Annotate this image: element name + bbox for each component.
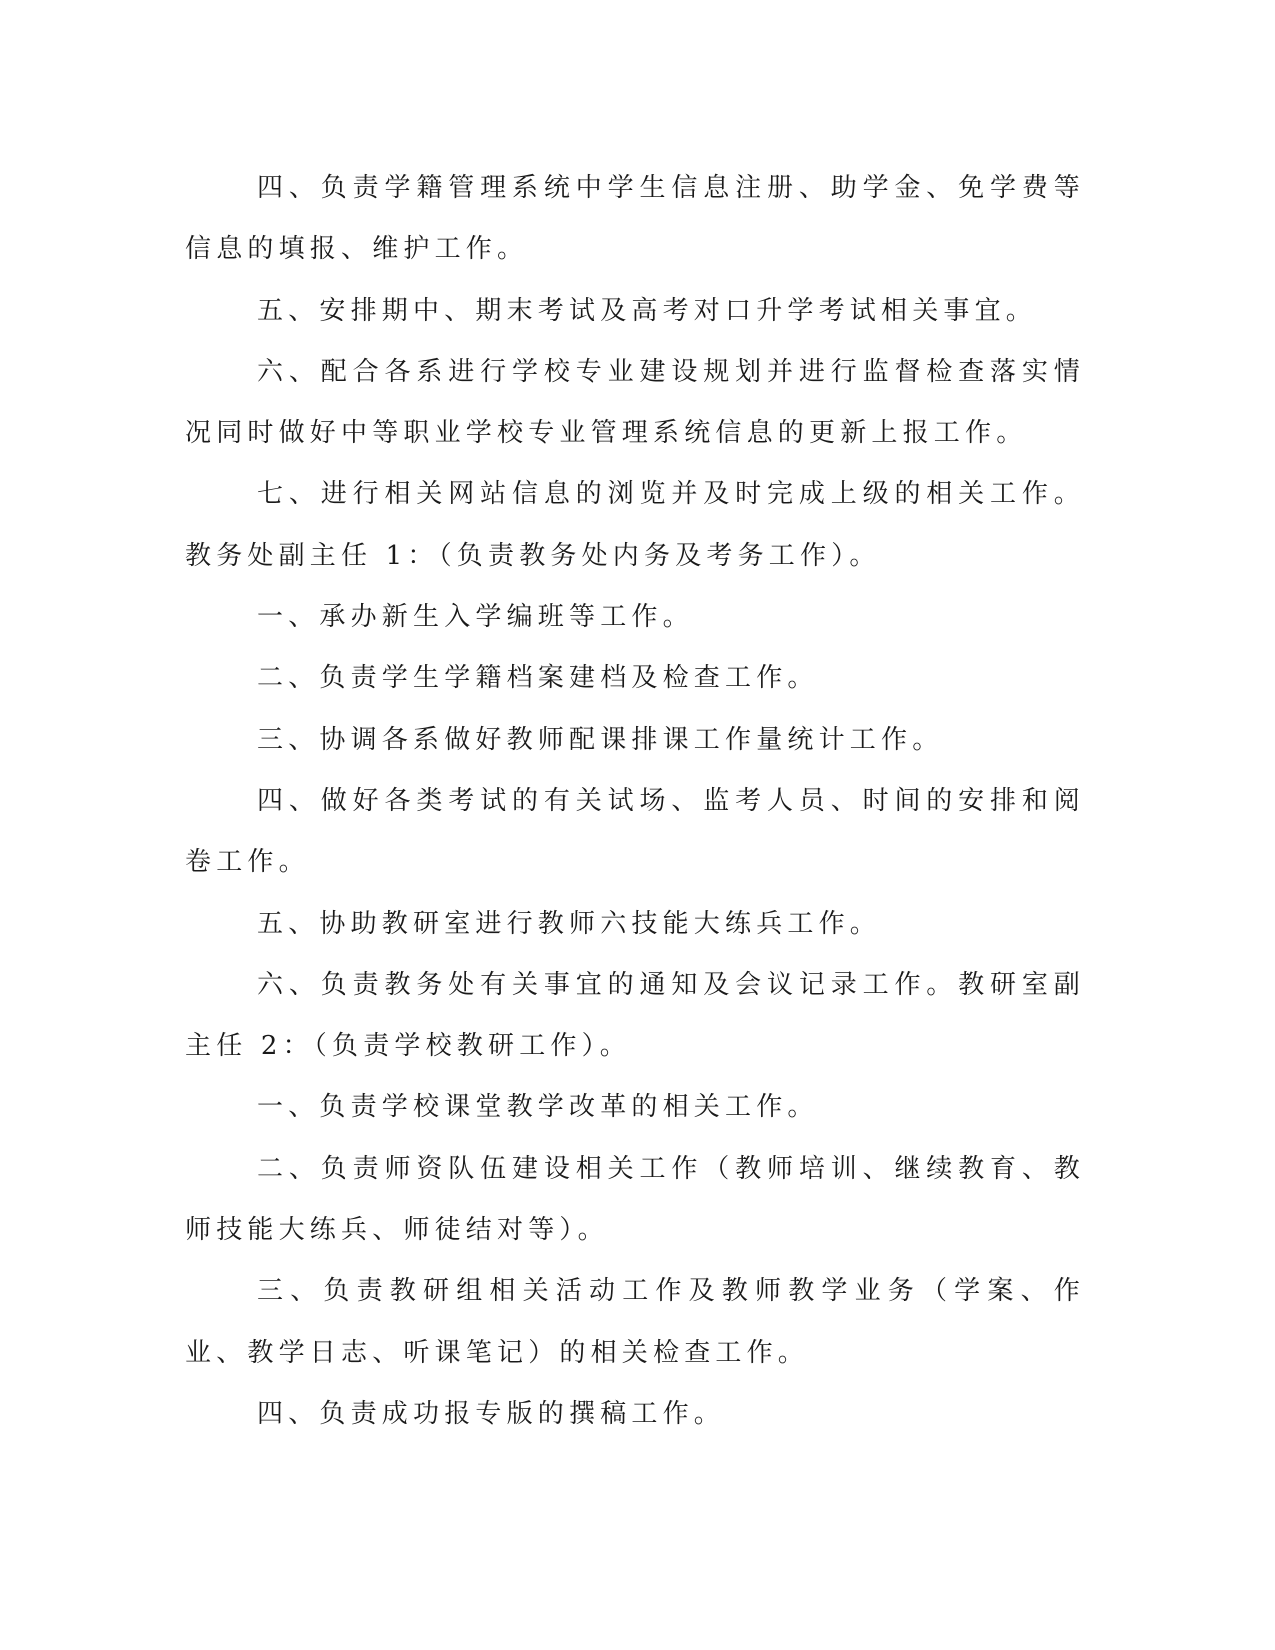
paragraph-1: 四、负责学籍管理系统中学生信息注册、助学金、免学费等信息的填报、维护工作。 — [185, 173, 1085, 265]
paragraph-2: 五、安排期中、期末考试及高考对口升学考试相关事宜。 — [257, 295, 1038, 326]
document-body — [185, 158, 1085, 1445]
paragraph-9: 五、协助教研室进行教师六技能大练兵工作。 — [257, 908, 882, 939]
paragraph-7: 三、协调各系做好教师配课排课工作量统计工作。 — [257, 724, 944, 755]
paragraph-14: 四、负责成功报专版的撰稿工作。 — [257, 1398, 726, 1429]
paragraph-12: 二、负责师资队伍建设相关工作（教师培训、继续教育、教师技能大练兵、师徒结对等）。 — [185, 1153, 1085, 1246]
paragraph-6: 二、负责学生学籍档案建档及检查工作。 — [257, 663, 819, 694]
paragraph-4: 七、进行相关网站信息的浏览并及时完成上级的相关工作。教务处副主任 1：（负责教务处内务及考务工作）。 — [185, 479, 1085, 571]
paragraph-10: 六、负责教务处有关事宜的通知及会议记录工作。教研室副主任 2：（负责学校教研工作）。 — [185, 969, 1085, 1062]
paragraph-8: 四、做好各类考试的有关试场、监考人员、时间的安排和阅卷工作。 — [185, 785, 1085, 878]
paragraph-11: 一、负责学校课堂教学改革的相关工作。 — [257, 1092, 819, 1123]
paragraph-3: 六、配合各系进行学校专业建设规划并进行监督检查落实情况同时做好中等职业学校专业管理系统信息的更新上报工作。 — [185, 356, 1085, 449]
paragraph-5: 一、承办新生入学编班等工作。 — [257, 602, 694, 633]
paragraph-13: 三、负责教研组相关活动工作及教师教学业务（学案、作业、教学日志、听课笔记）的相关检查工作。 — [185, 1276, 1085, 1368]
